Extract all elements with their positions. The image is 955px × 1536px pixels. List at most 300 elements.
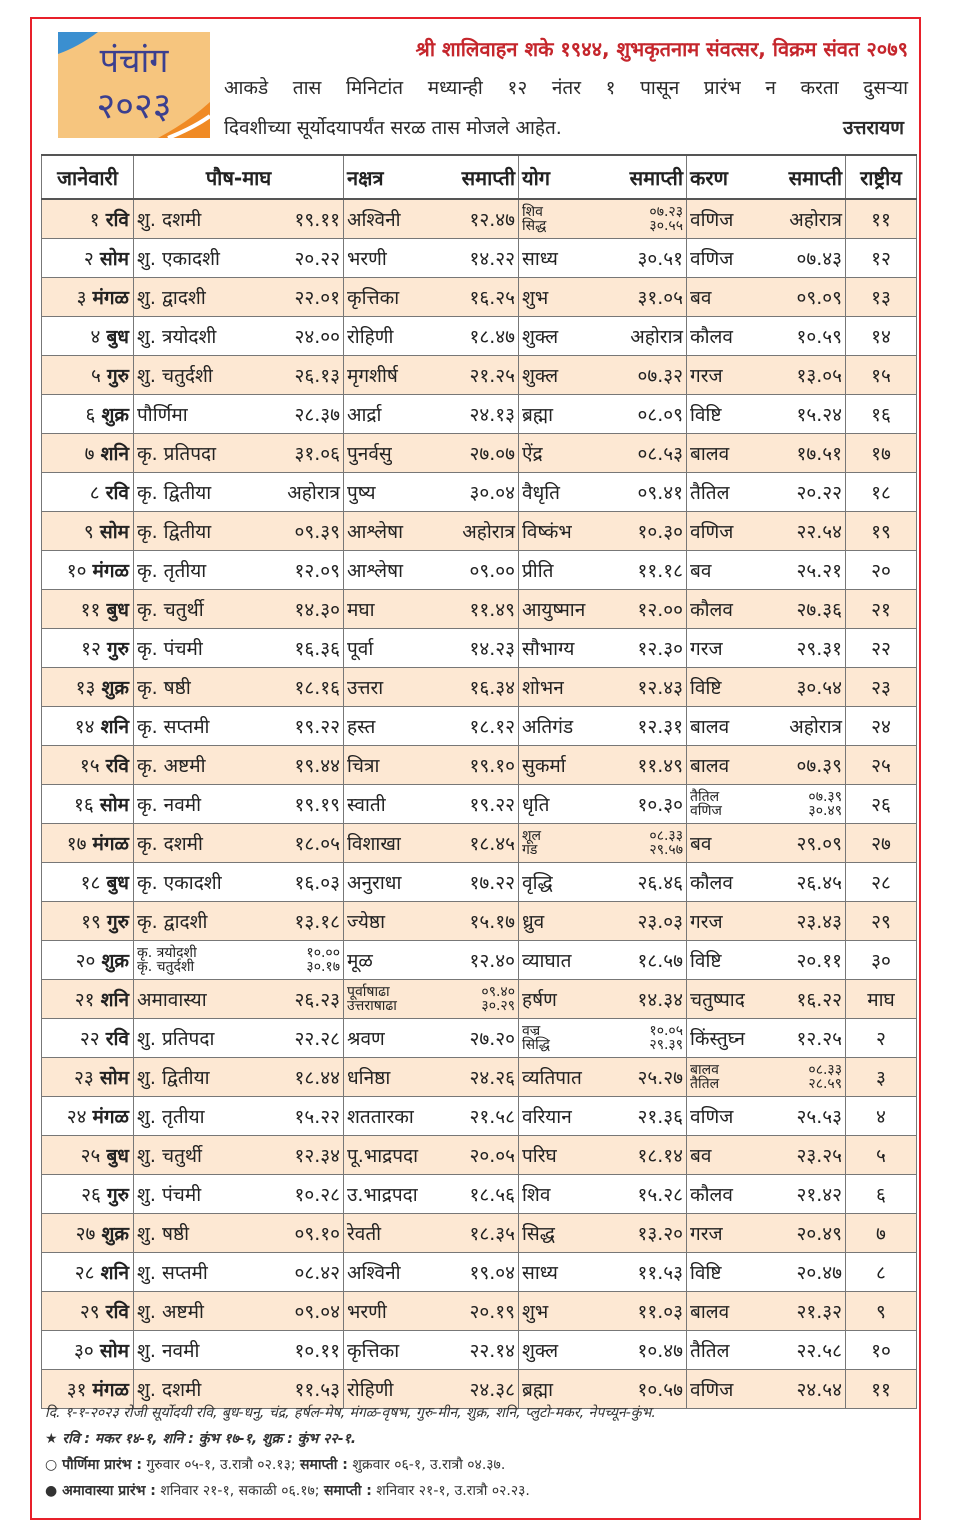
karan-cell-time: २९.०९ bbox=[796, 833, 842, 855]
karan-cell-time: ०७.४३ bbox=[796, 248, 842, 270]
nakshatra-cell-label: स्वाती bbox=[347, 794, 386, 816]
tithi-cell-time: २२.०१ bbox=[294, 287, 340, 309]
karan-cell bbox=[687, 590, 846, 629]
date-number: २७ bbox=[75, 1223, 96, 1245]
karan-cell-time: १०.५९ bbox=[796, 326, 842, 348]
purnima-label: ○ पौर्णिमा प्रारंभ : bbox=[45, 1457, 142, 1473]
tithi-cell-wrap bbox=[137, 1298, 340, 1324]
nakshatra-cell-time: १९.२२ bbox=[469, 794, 515, 816]
yoga-cell-label: शुक्ल bbox=[522, 326, 559, 348]
weekday: बुध bbox=[106, 326, 129, 348]
col-samapti-label: समाप्ती bbox=[788, 165, 842, 190]
table-row bbox=[42, 278, 917, 317]
weekday: शनि bbox=[100, 989, 129, 1011]
karan-cell-time: २५.५३ bbox=[796, 1106, 842, 1128]
table-row bbox=[42, 512, 917, 551]
tithi-cell-label: कृ. चतुर्थी bbox=[137, 599, 204, 621]
tithi-cell-wrap bbox=[137, 596, 340, 622]
karan-cell bbox=[687, 278, 846, 317]
karan-cell-label: बालव bbox=[690, 716, 730, 738]
karan-cell bbox=[687, 707, 846, 746]
yoga-cell-time: ०७.२३ bbox=[649, 204, 683, 220]
nakshatra-cell-wrap bbox=[347, 284, 515, 310]
date-number: १८ bbox=[80, 872, 101, 894]
nakshatra-cell bbox=[344, 1331, 519, 1370]
karan-cell-label: बव bbox=[690, 833, 712, 855]
nakshatra-cell-label: मृगशीर्ष bbox=[347, 365, 398, 387]
nakshatra-cell bbox=[344, 1292, 519, 1331]
karan-cell-wrap bbox=[690, 323, 842, 349]
karan-cell-wrap bbox=[690, 1025, 842, 1051]
karan-cell-time: ३०.४९ bbox=[808, 803, 842, 819]
karan-cell-wrap bbox=[690, 284, 842, 310]
date-cell bbox=[42, 941, 134, 980]
yoga-cell-wrap bbox=[522, 284, 683, 310]
rashtriya-cell: २२ bbox=[846, 629, 917, 668]
yoga-cell-wrap bbox=[522, 518, 683, 544]
date-number: २४ bbox=[66, 1106, 87, 1128]
nakshatra-cell bbox=[344, 278, 519, 317]
rashtriya-cell: ७ bbox=[846, 1214, 917, 1253]
table-row bbox=[42, 1136, 917, 1175]
yoga-cell-label: गंड bbox=[522, 842, 538, 858]
nakshatra-cell-wrap bbox=[347, 791, 515, 817]
nakshatra-cell bbox=[344, 1253, 519, 1292]
rashtriya-cell: १३ bbox=[846, 278, 917, 317]
karan-cell-time: १७.५१ bbox=[796, 443, 842, 465]
nakshatra-cell-wrap bbox=[347, 752, 515, 778]
nakshatra-cell bbox=[344, 824, 519, 863]
yoga-cell bbox=[519, 512, 687, 551]
yoga-cell-wrap bbox=[522, 557, 683, 583]
nakshatra-cell-label: अश्विनी bbox=[347, 209, 401, 231]
col-nakshatra bbox=[344, 155, 519, 199]
karan-cell-time: अहोरात्र bbox=[789, 716, 842, 738]
tithi-cell-time: अहोरात्र bbox=[287, 482, 340, 504]
date-cell bbox=[42, 1253, 134, 1292]
col-nakshatra-label: नक्षत्र bbox=[347, 165, 384, 190]
karan-cell-wrap bbox=[690, 1220, 842, 1246]
yoga-cell-time: १३.२० bbox=[637, 1223, 683, 1245]
tithi-cell bbox=[134, 785, 344, 824]
weekday: मंगळ bbox=[92, 1379, 129, 1401]
date-cell bbox=[42, 1331, 134, 1370]
yoga-cell-times bbox=[649, 829, 683, 857]
nakshatra-cell bbox=[344, 1175, 519, 1214]
nakshatra-cell-wrap bbox=[347, 245, 515, 271]
yoga-cell-label: धृति bbox=[522, 794, 550, 816]
nakshatra-cell-label: धनिष्ठा bbox=[347, 1067, 391, 1089]
nakshatra-cell-times bbox=[481, 985, 515, 1013]
weekday: गुरु bbox=[106, 365, 129, 387]
yoga-cell bbox=[519, 668, 687, 707]
nakshatra-cell-label: पूर्वा bbox=[347, 638, 374, 660]
tithi-cell-time: २०.२२ bbox=[294, 248, 340, 270]
table-row bbox=[42, 434, 917, 473]
karan-cell-label: कौलव bbox=[690, 326, 733, 348]
yoga-cell-time: ०८.३३ bbox=[649, 828, 683, 844]
table-row bbox=[42, 473, 917, 512]
tithi-cell-wrap bbox=[137, 245, 340, 271]
yoga-cell-wrap bbox=[522, 1376, 683, 1402]
karan-cell-label: विष्टि bbox=[690, 950, 722, 972]
karan-cell bbox=[687, 239, 846, 278]
weekday: सोम bbox=[99, 521, 129, 543]
nakshatra-cell-label: उत्तरा bbox=[347, 677, 384, 699]
karan-cell-wrap bbox=[690, 869, 842, 895]
nakshatra-cell-label: ज्येष्ठा bbox=[347, 911, 386, 933]
tithi-cell bbox=[134, 707, 344, 746]
karan-cell-time: २०.११ bbox=[796, 950, 842, 972]
karan-cell-label: तैतिल bbox=[690, 482, 730, 504]
col-rashtriya: राष्ट्रीय bbox=[846, 155, 917, 199]
weekday: शुक्र bbox=[101, 404, 129, 426]
nakshatra-cell-label: अश्विनी bbox=[347, 1262, 401, 1284]
nakshatra-cell-wrap bbox=[347, 206, 515, 232]
date-number: २५ bbox=[80, 1145, 101, 1167]
tithi-cell-wrap bbox=[137, 1064, 340, 1090]
tithi-cell-time: १५.२२ bbox=[294, 1106, 340, 1128]
rashtriya-cell: २६ bbox=[846, 785, 917, 824]
yoga-cell-label: सौभाग्य bbox=[522, 638, 575, 660]
tithi-cell bbox=[134, 941, 344, 980]
yoga-cell-times bbox=[649, 205, 683, 233]
weekday: गुरु bbox=[106, 638, 129, 660]
yoga-cell-time: ११.०३ bbox=[637, 1301, 683, 1323]
nakshatra-cell-label: श्रवण bbox=[347, 1028, 385, 1050]
tithi-cell-label: कृ. द्वादशी bbox=[137, 911, 208, 933]
nakshatra-cell bbox=[344, 980, 519, 1019]
col-karan-label: करण bbox=[690, 165, 728, 190]
tithi-cell-wrap bbox=[137, 869, 340, 895]
nakshatra-cell-wrap bbox=[347, 518, 515, 544]
yoga-cell bbox=[519, 317, 687, 356]
nakshatra-cell-wrap bbox=[347, 1298, 515, 1324]
karan-cell-label: कौलव bbox=[690, 599, 733, 621]
karan-cell bbox=[687, 1214, 846, 1253]
tithi-cell-label: शु. एकादशी bbox=[137, 248, 220, 270]
tithi-cell bbox=[134, 1019, 344, 1058]
tithi-cell-wrap bbox=[137, 557, 340, 583]
weekday: रवि bbox=[105, 209, 129, 231]
tithi-cell bbox=[134, 1136, 344, 1175]
nakshatra-cell bbox=[344, 395, 519, 434]
yoga-cell-label: व्यतिपात bbox=[522, 1067, 582, 1089]
tithi-cell-label: पौर्णिमा bbox=[137, 404, 188, 426]
karan-cell-label: तैतिल bbox=[690, 1076, 720, 1092]
yoga-cell-time: ३१.०५ bbox=[637, 287, 683, 309]
yoga-cell bbox=[519, 590, 687, 629]
yoga-cell-time: १०.४७ bbox=[637, 1340, 683, 1362]
yoga-cell-labels bbox=[522, 205, 546, 233]
yoga-cell bbox=[519, 199, 687, 239]
yoga-cell-time: ११.१८ bbox=[637, 560, 683, 582]
karan-cell-wrap bbox=[690, 1142, 842, 1168]
yoga-cell-label: शूल bbox=[522, 828, 542, 844]
date-number: १७ bbox=[66, 833, 87, 855]
weekday: बुध bbox=[106, 1145, 129, 1167]
karan-cell-wrap bbox=[690, 206, 842, 232]
tithi-cell-label: कृ. द्वितीया bbox=[137, 482, 212, 504]
yoga-cell bbox=[519, 707, 687, 746]
tithi-cell-time: १०.२८ bbox=[294, 1184, 340, 1206]
tithi-cell-label: कृ. प्रतिपदा bbox=[137, 443, 217, 465]
karan-cell-label: बालव bbox=[690, 1062, 719, 1078]
yoga-cell-label: सिद्ध bbox=[522, 1223, 555, 1245]
date-cell bbox=[42, 1175, 134, 1214]
tithi-cell-time: ११.५३ bbox=[294, 1379, 340, 1401]
nakshatra-cell-wrap bbox=[347, 1181, 515, 1207]
nakshatra-cell bbox=[344, 941, 519, 980]
yoga-cell-labels bbox=[522, 1024, 550, 1052]
nakshatra-cell-time: २१.२५ bbox=[469, 365, 515, 387]
date-number: ६ bbox=[85, 404, 96, 426]
rashtriya-cell: २० bbox=[846, 551, 917, 590]
yoga-cell-label: वैधृति bbox=[522, 482, 561, 504]
rashtriya-cell: २४ bbox=[846, 707, 917, 746]
nakshatra-cell-time: २१.५८ bbox=[469, 1106, 515, 1128]
rashtriya-cell: ११ bbox=[846, 1370, 917, 1409]
weekday: गुरु bbox=[106, 1184, 129, 1206]
yoga-cell-wrap bbox=[522, 362, 683, 388]
nakshatra-cell-label: विशाखा bbox=[347, 833, 401, 855]
nakshatra-cell-label: मघा bbox=[347, 599, 375, 621]
footer-amavasya bbox=[45, 1478, 905, 1504]
yoga-cell-label: आयुष्मान bbox=[522, 599, 586, 621]
tithi-cell-wrap bbox=[137, 206, 340, 232]
tithi-cell-label: शु. तृतीया bbox=[137, 1106, 205, 1128]
tithi-cell-label: शु. अष्टमी bbox=[137, 1301, 204, 1323]
purnima-start: गुरुवार ०५-१, उ.रात्रौ ०२.१३; bbox=[146, 1457, 296, 1473]
tithi-cell-wrap bbox=[137, 713, 340, 739]
tithi-cell bbox=[134, 278, 344, 317]
yoga-cell-wrap bbox=[522, 1220, 683, 1246]
nakshatra-cell bbox=[344, 239, 519, 278]
nakshatra-cell-wrap bbox=[347, 908, 515, 934]
tithi-cell bbox=[134, 473, 344, 512]
nakshatra-cell-time: २७.२० bbox=[469, 1028, 515, 1050]
weekday: सोम bbox=[99, 1340, 129, 1362]
date-number: १ bbox=[89, 209, 100, 231]
tithi-cell-time: १९.२२ bbox=[294, 716, 340, 738]
yoga-cell bbox=[519, 1214, 687, 1253]
logo bbox=[58, 32, 210, 138]
yoga-cell-wrap bbox=[522, 1103, 683, 1129]
tithi-cell bbox=[134, 551, 344, 590]
karan-cell-label: विष्टि bbox=[690, 1262, 722, 1284]
date-number: ४ bbox=[90, 326, 101, 348]
date-cell bbox=[42, 278, 134, 317]
tithi-cell-label: कृ. तृतीया bbox=[137, 560, 207, 582]
table-row bbox=[42, 590, 917, 629]
weekday: मंगळ bbox=[92, 560, 129, 582]
karan-cell-wrap bbox=[690, 1103, 842, 1129]
nakshatra-cell-time: १४.२२ bbox=[469, 248, 515, 270]
yoga-cell-label: शिव bbox=[522, 204, 543, 220]
nakshatra-cell-time: २४.१३ bbox=[469, 404, 515, 426]
tithi-cell bbox=[134, 1214, 344, 1253]
tithi-cell-wrap bbox=[137, 362, 340, 388]
nakshatra-cell-time: १२.४७ bbox=[469, 209, 515, 231]
tithi-cell-time: १०.०० bbox=[306, 945, 340, 961]
karan-cell bbox=[687, 746, 846, 785]
nakshatra-cell-wrap bbox=[347, 1259, 515, 1285]
weekday: सोम bbox=[99, 1067, 129, 1089]
nakshatra-cell-label: पूर्वाषाढा bbox=[347, 984, 390, 1000]
col-month: जानेवारी bbox=[42, 155, 134, 199]
yoga-cell bbox=[519, 1292, 687, 1331]
tithi-cell-time: १८.०५ bbox=[294, 833, 340, 855]
table-row bbox=[42, 1175, 917, 1214]
karan-cell-label: विष्टि bbox=[690, 677, 722, 699]
nakshatra-cell bbox=[344, 707, 519, 746]
table-row bbox=[42, 824, 917, 863]
yoga-cell-wrap bbox=[522, 635, 683, 661]
nakshatra-cell-time: १५.१७ bbox=[469, 911, 515, 933]
yoga-cell-wrap bbox=[522, 1337, 683, 1363]
nakshatra-cell-time: ३०.२९ bbox=[481, 998, 515, 1014]
tithi-cell-time: ०९.३९ bbox=[294, 521, 340, 543]
nakshatra-cell bbox=[344, 590, 519, 629]
yoga-cell-time: १८.५७ bbox=[637, 950, 683, 972]
nakshatra-cell bbox=[344, 902, 519, 941]
yoga-cell-label: व्याघात bbox=[522, 950, 572, 972]
date-cell bbox=[42, 1292, 134, 1331]
panchang-table bbox=[41, 154, 917, 1409]
tithi-cell-time: १६.०३ bbox=[294, 872, 340, 894]
tithi-cell-time: ०९.०४ bbox=[294, 1301, 340, 1323]
karan-cell-time: २६.४५ bbox=[796, 872, 842, 894]
tithi-cell bbox=[134, 356, 344, 395]
karan-cell-wrap bbox=[690, 713, 842, 739]
karan-cell-times bbox=[808, 1063, 842, 1091]
purnima-end: शुक्रवार ०६-१, उ.रात्रौ ०४.३७. bbox=[352, 1457, 506, 1473]
karan-cell-time: २८.५९ bbox=[808, 1076, 842, 1092]
nakshatra-cell-time: १८.४५ bbox=[469, 833, 515, 855]
nakshatra-cell-label: अनुराधा bbox=[347, 872, 402, 894]
yoga-cell-wrap bbox=[522, 829, 683, 857]
karan-cell bbox=[687, 1058, 846, 1097]
tithi-cell-time: १२.३४ bbox=[294, 1145, 340, 1167]
weekday: सोम bbox=[99, 248, 129, 270]
date-number: २ bbox=[83, 248, 94, 270]
date-number: २६ bbox=[81, 1184, 101, 1206]
footer-transits: ★ रवि : मकर १४-१, शनि : कुंभ १७-१, शुक्र : कुंभ २२-१. bbox=[45, 1431, 357, 1447]
nakshatra-cell-wrap bbox=[347, 1220, 515, 1246]
karan-cell-label: वणिज bbox=[690, 803, 722, 819]
tithi-cell-wrap bbox=[137, 752, 340, 778]
yoga-cell bbox=[519, 1331, 687, 1370]
nakshatra-cell-wrap bbox=[347, 674, 515, 700]
tithi-cell-wrap bbox=[137, 440, 340, 466]
tithi-cell-time: २४.०० bbox=[294, 326, 340, 348]
yoga-cell bbox=[519, 902, 687, 941]
yoga-cell-time: १०.५७ bbox=[637, 1379, 683, 1401]
col-yoga-label: योग bbox=[522, 165, 551, 190]
nakshatra-cell-wrap bbox=[347, 1142, 515, 1168]
nakshatra-cell-time: २२.१४ bbox=[469, 1340, 515, 1362]
yoga-cell-times bbox=[649, 1024, 683, 1052]
karan-cell-wrap bbox=[690, 830, 842, 856]
nakshatra-cell-wrap bbox=[347, 440, 515, 466]
table-row bbox=[42, 317, 917, 356]
nakshatra-cell-time: १८.३५ bbox=[469, 1223, 515, 1245]
yoga-cell bbox=[519, 1136, 687, 1175]
table-row bbox=[42, 629, 917, 668]
tithi-cell bbox=[134, 395, 344, 434]
nakshatra-cell-wrap bbox=[347, 323, 515, 349]
header-ayan: उत्तरायण bbox=[843, 117, 904, 139]
tithi-cell-time: १४.३० bbox=[294, 599, 340, 621]
karan-cell-wrap bbox=[690, 752, 842, 778]
karan-cell-time: २५.२१ bbox=[796, 560, 842, 582]
karan-cell-label: किंस्तुघ्न bbox=[690, 1028, 745, 1050]
karan-cell-time: २०.२२ bbox=[796, 482, 842, 504]
date-number: २३ bbox=[74, 1067, 94, 1089]
date-number: २८ bbox=[74, 1262, 95, 1284]
table-row bbox=[42, 395, 917, 434]
karan-cell-time: १५.२४ bbox=[796, 404, 842, 426]
table-row bbox=[42, 1253, 917, 1292]
date-cell bbox=[42, 668, 134, 707]
logo-year: २०२३ bbox=[96, 86, 172, 127]
date-number: ७ bbox=[84, 443, 95, 465]
karan-cell bbox=[687, 1019, 846, 1058]
date-number: ५ bbox=[91, 365, 101, 387]
karan-cell bbox=[687, 902, 846, 941]
weekday: बुध bbox=[106, 599, 129, 621]
nakshatra-cell-labels bbox=[347, 985, 397, 1013]
nakshatra-cell bbox=[344, 199, 519, 239]
karan-cell-time: २१.३२ bbox=[796, 1301, 842, 1323]
karan-cell-time: २१.४२ bbox=[796, 1184, 842, 1206]
karan-cell-wrap bbox=[690, 1259, 842, 1285]
tithi-cell bbox=[134, 1253, 344, 1292]
yoga-cell-wrap bbox=[522, 479, 683, 505]
karan-cell-label: वणिज bbox=[690, 209, 734, 231]
karan-cell bbox=[687, 1097, 846, 1136]
table-row bbox=[42, 199, 917, 239]
tithi-cell-time: २८.३७ bbox=[294, 404, 340, 426]
karan-cell bbox=[687, 980, 846, 1019]
nakshatra-cell bbox=[344, 1136, 519, 1175]
nakshatra-cell-time: ०९.४० bbox=[481, 984, 515, 1000]
tithi-cell-wrap bbox=[137, 1337, 340, 1363]
karan-cell-time: २७.३६ bbox=[796, 599, 842, 621]
yoga-cell-wrap bbox=[522, 1142, 683, 1168]
nakshatra-cell-wrap bbox=[347, 1103, 515, 1129]
yoga-cell-time: २६.४६ bbox=[637, 872, 683, 894]
tithi-cell-wrap bbox=[137, 635, 340, 661]
yoga-cell-label: साध्य bbox=[522, 248, 558, 270]
karan-cell-label: बालव bbox=[690, 755, 730, 777]
tithi-cell-wrap bbox=[137, 986, 340, 1012]
tithi-cell-wrap bbox=[137, 791, 340, 817]
yoga-cell-label: सिद्धि bbox=[522, 1037, 550, 1053]
karan-cell bbox=[687, 395, 846, 434]
tithi-cell bbox=[134, 199, 344, 239]
nakshatra-cell-wrap bbox=[347, 947, 515, 973]
date-cell bbox=[42, 1214, 134, 1253]
yoga-cell-label: ऐंद्र bbox=[522, 443, 543, 465]
karan-cell-label: विष्टि bbox=[690, 404, 722, 426]
nakshatra-cell bbox=[344, 512, 519, 551]
nakshatra-cell-label: आश्लेषा bbox=[347, 560, 404, 582]
karan-cell bbox=[687, 199, 846, 239]
nakshatra-cell-label: उ.भाद्रपदा bbox=[347, 1184, 418, 1206]
tithi-cell bbox=[134, 434, 344, 473]
karan-cell-label: बव bbox=[690, 287, 712, 309]
